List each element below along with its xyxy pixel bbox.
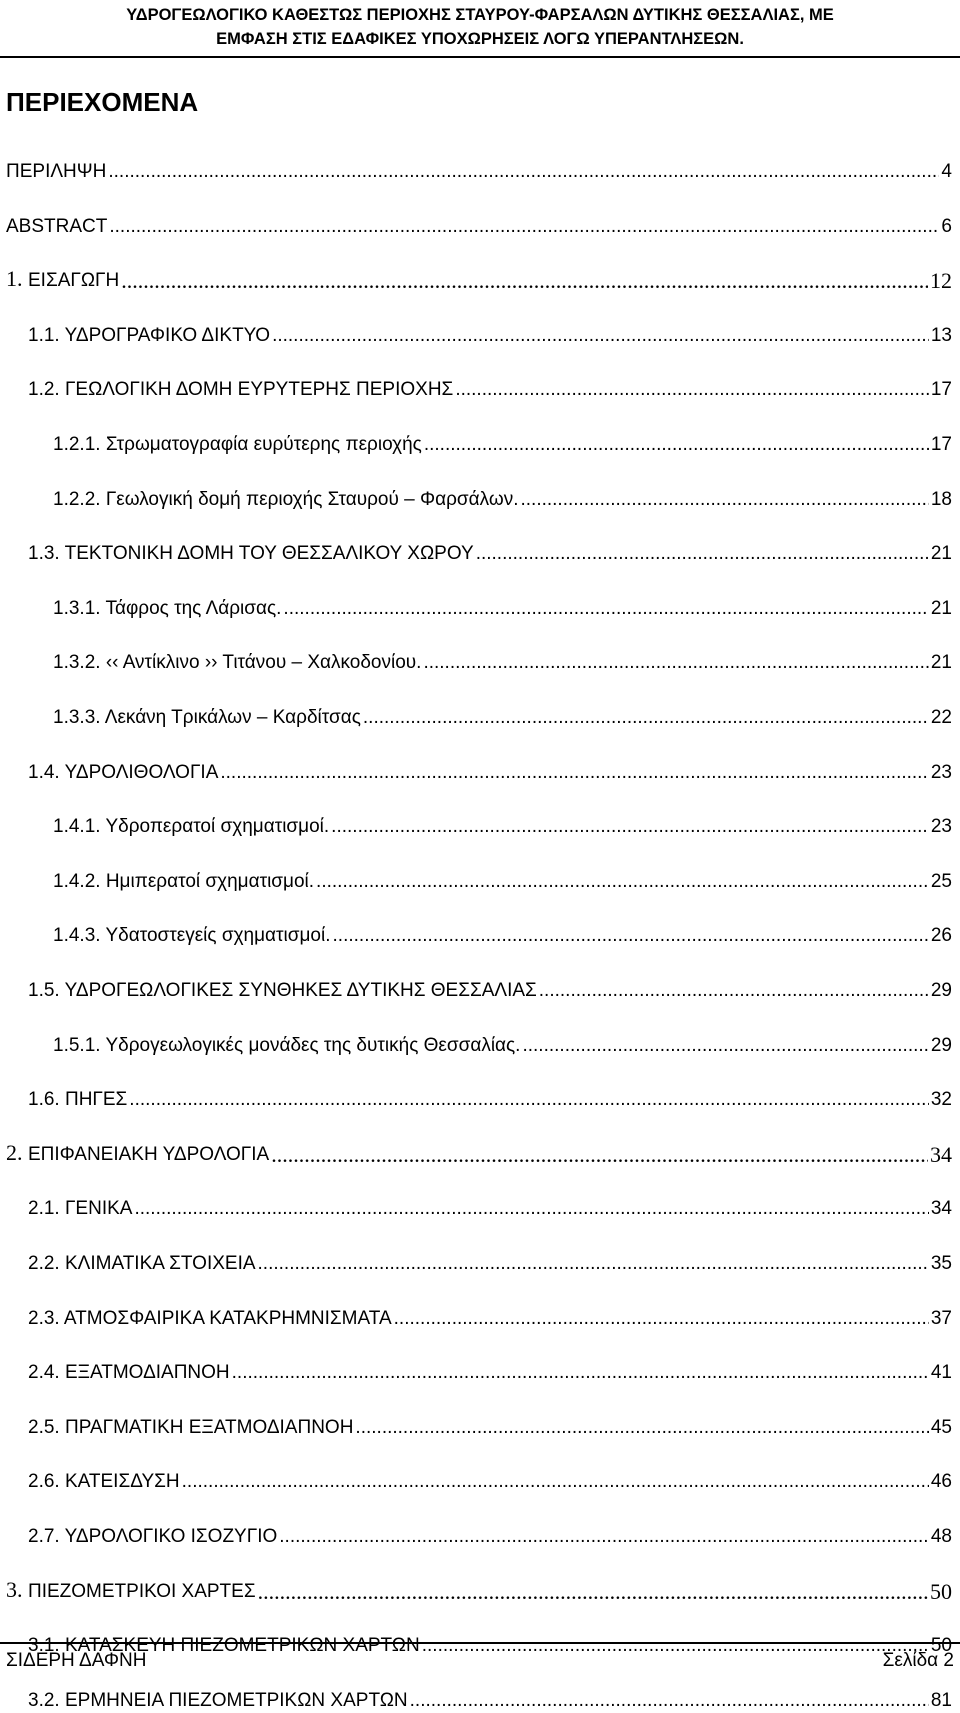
toc-entry-page: 34	[930, 1141, 952, 1167]
toc-dot-leader	[363, 706, 929, 730]
toc-entry[interactable]	[28, 1242, 952, 1276]
toc-entry-number: 3.	[6, 1576, 23, 1602]
toc-dot-leader	[182, 1470, 929, 1494]
toc-entry-label: 1.5.1. Υδρογεωλογικές μονάδες της δυτικής Θεσσαλίας.	[53, 1034, 521, 1056]
toc-entry-page: 23	[930, 816, 952, 838]
toc-entry[interactable]	[28, 969, 952, 1003]
toc-entry-label: 1.2.1. Στρωματογραφία ευρύτερης περιοχής	[53, 434, 422, 455]
toc-entry-label: 1.3.1. Τάφρος της Λάρισας.	[53, 597, 282, 619]
toc-entry-page: 81	[930, 1689, 952, 1711]
toc-dot-leader	[108, 160, 939, 184]
toc-entry-label: 2.2. ΚΛΙΜΑΤΙΚΑ ΣΤΟΙΧΕΙΑ	[28, 1253, 256, 1274]
toc-entry-label: 2.6. ΚΑΤΕΙΣΔΥΣΗ	[28, 1471, 180, 1493]
toc-dot-leader	[424, 433, 929, 457]
toc-entry-page: 35	[930, 1253, 952, 1274]
header-line-2: ΕΜΦΑΣΗ ΣΤΙΣ ΕΔΑΦΙΚΕΣ ΥΠΟΧΩΡΗΣΕΙΣ ΛΟΓΩ ΥΠΕΡΑΝΤΛΗΣΕΩΝ.	[216, 30, 744, 48]
toc-dot-leader	[355, 1416, 928, 1440]
toc-dot-leader	[522, 1034, 928, 1058]
toc-entry-page: 13	[930, 324, 952, 346]
toc-entry-page: 26	[930, 925, 952, 947]
toc-dot-leader	[539, 979, 929, 1003]
toc-entry-label: 1.5. ΥΔΡΟΓΕΩΛΟΓΙΚΕΣ ΣΥΝΘΗΚΕΣ ΔΥΤΙΚΗΣ ΘΕΣΣΑΛΙΑΣ	[28, 980, 537, 1001]
toc-entry-label: 1.3.2. ‹‹ Αντίκλινο ›› Τιτάνου – Χαλκοδονίου.	[53, 652, 422, 674]
toc-entry[interactable]	[28, 1351, 952, 1385]
toc-entry-page: 12	[930, 268, 952, 294]
toc-entry-page: 50	[930, 1578, 952, 1604]
toc-entry-label: 1.3. ΤΕΚΤΟΝΙΚΗ ΔΟΜΗ ΤΟΥ ΘΕΣΣΑΛΙΚΟΥ ΧΩΡΟΥ	[28, 543, 474, 565]
toc-entry[interactable]	[28, 1460, 952, 1494]
toc-entry-page: 29	[930, 980, 952, 1001]
toc-entry-page: 45	[930, 1416, 952, 1438]
toc-entry-page: 22	[930, 707, 952, 728]
toc-entry[interactable]	[53, 587, 952, 621]
toc-entry-text: ΕΠΙΦΑΝΕΙΑΚΗ ΥΔΡΟΛΟΓΙΑ	[28, 1143, 270, 1165]
toc-dot-leader	[129, 1088, 929, 1112]
toc-entry-page: 41	[930, 1362, 952, 1384]
toc-entry-label: 2.3. ΑΤΜΟΣΦΑΙΡΙΚΑ ΚΑΤΑΚΡΗΜΝΙΣΜΑΤΑ	[28, 1307, 392, 1329]
running-header	[0, 0, 960, 58]
toc-entry[interactable]	[6, 1570, 952, 1604]
toc-dot-leader	[316, 870, 929, 894]
toc-entry[interactable]	[6, 1133, 952, 1167]
toc-title: ΠΕΡΙΕΧΟΜΕΝΑ	[6, 87, 199, 117]
toc-entry-page: 17	[930, 434, 952, 455]
toc-entry-label: 2.1. ΓΕΝΙΚΑ	[28, 1198, 133, 1220]
toc-entry[interactable]	[6, 150, 952, 184]
toc-entry[interactable]	[28, 1187, 952, 1221]
toc-dot-leader	[220, 761, 928, 785]
toc-entry-label: 1.3.3. Λεκάνη Τρικάλων – Καρδίτσας	[53, 707, 361, 728]
toc-entry-page: 6	[941, 215, 952, 237]
toc-entry-page: 21	[930, 543, 952, 565]
toc-entry[interactable]	[53, 423, 952, 457]
toc-dot-leader	[423, 651, 928, 675]
toc-entry[interactable]	[6, 259, 952, 293]
toc-entry-label: 1.1. ΥΔΡΟΓΡΑΦΙΚΟ ΔΙΚΤΥΟ	[28, 324, 271, 346]
toc-entry[interactable]	[53, 860, 952, 894]
toc-entry[interactable]	[28, 1406, 952, 1440]
toc-entry-label: ABSTRACT	[6, 215, 108, 237]
toc-entry-label: 3.1. ΚΑΤΑΣΚΕΥΗ ΠΙΕΖΟΜΕΤΡΙΚΩΝ ΧΑΡΤΩΝ	[28, 1635, 420, 1657]
toc-dot-leader	[394, 1307, 929, 1331]
toc-entry-number: 1.	[6, 266, 23, 292]
toc-entry[interactable]	[28, 532, 952, 566]
toc-entry[interactable]	[28, 1679, 952, 1713]
toc-entry-label	[6, 1141, 269, 1167]
toc-dot-leader	[476, 542, 929, 566]
toc-entry-page: 50	[930, 1635, 952, 1657]
toc-dot-leader	[331, 815, 929, 839]
toc-entry-page: 46	[930, 1471, 952, 1493]
toc-entry-page: 21	[930, 597, 952, 619]
toc-entry[interactable]	[28, 314, 952, 348]
toc-entry-page: 37	[930, 1307, 952, 1329]
toc-entry[interactable]	[53, 478, 952, 512]
toc-dot-leader	[134, 1197, 928, 1221]
toc-dot-leader	[258, 1580, 928, 1604]
toc-dot-leader	[410, 1689, 929, 1713]
toc-entry[interactable]	[28, 1297, 952, 1331]
toc-entry-text: ΕΙΣΑΓΩΓΗ	[28, 270, 120, 292]
toc-entry-label: 2.5. ΠΡΑΓΜΑΤΙΚΗ ΕΞΑΤΜΟΔΙΑΠΝΟΗ	[28, 1416, 354, 1438]
toc-dot-leader	[333, 924, 929, 948]
toc-dot-leader	[455, 378, 929, 402]
toc-dot-leader	[271, 1143, 928, 1167]
toc-entry-label: 1.4.2. Ημιπερατοί σχηματισμοί.	[53, 870, 315, 892]
toc-entry[interactable]	[6, 205, 952, 239]
toc-entry-page: 29	[930, 1034, 952, 1056]
toc-entry-label	[6, 1578, 256, 1604]
toc-entry[interactable]	[53, 641, 952, 675]
toc-dot-leader	[520, 488, 928, 512]
footer-author: ΣΙΔΕΡΗ ΔΑΦΝΗ	[6, 1650, 147, 1671]
toc-entry[interactable]	[53, 805, 952, 839]
toc-dot-leader	[109, 215, 939, 239]
toc-entry-label: 1.4.1. Υδροπερατοί σχηματισμοί.	[53, 816, 330, 838]
toc-entry-page: 17	[930, 379, 952, 401]
toc-entry[interactable]	[28, 1078, 952, 1112]
toc-dot-leader	[272, 324, 929, 348]
toc-dot-leader	[121, 269, 928, 293]
toc-dot-leader	[232, 1361, 929, 1385]
toc-entry[interactable]	[53, 914, 952, 948]
toc-entry-label: ΠΕΡΙΛΗΨΗ	[6, 161, 107, 182]
toc-entry-label: 1.2.2. Γεωλογική δομή περιοχής Σταυρού – Φαρσάλων.	[53, 488, 519, 510]
toc-entry-page: 4	[941, 161, 952, 182]
toc-entry[interactable]	[28, 1515, 952, 1549]
toc-entry[interactable]	[53, 696, 952, 730]
toc-entry-page: 34	[930, 1198, 952, 1220]
toc-entry-page: 48	[930, 1526, 952, 1547]
toc-entry-text: ΠΙΕΖΟΜΕΤΡΙΚΟΙ ΧΑΡΤΕΣ	[28, 1580, 256, 1602]
toc-entry-label: 1.6. ΠΗΓΕΣ	[28, 1089, 128, 1111]
toc-dot-leader	[279, 1525, 929, 1549]
header-line-1: ΥΔΡΟΓΕΩΛΟΓΙΚΟ ΚΑΘΕΣΤΩΣ ΠΕΡΙΟΧΗΣ ΣΤΑΥΡΟΥ-ΦΑΡΣΑΛΩΝ ΔΥΤΙΚΗΣ ΘΕΣΣΑΛΙΑΣ, ΜΕ	[126, 6, 834, 24]
toc-entry-label: 3.2. ΕΡΜΗΝΕΙΑ ΠΙΕΖΟΜΕΤΡΙΚΩΝ ΧΑΡΤΩΝ	[28, 1689, 408, 1711]
toc-entry[interactable]	[53, 1024, 952, 1058]
toc-entry-page: 23	[930, 761, 952, 783]
toc-entry-page: 21	[930, 652, 952, 674]
toc-entry-page: 18	[930, 488, 952, 510]
toc-entry-label: 2.4. ΕΞΑΤΜΟΔΙΑΠΝΟΗ	[28, 1362, 230, 1384]
toc-entry[interactable]	[28, 368, 952, 402]
toc-entry-label: 1.2. ΓΕΩΛΟΓΙΚΗ ΔΟΜΗ ΕΥΡΥΤΕΡΗΣ ΠΕΡΙΟΧΗΣ	[28, 379, 454, 401]
toc-dot-leader	[283, 597, 928, 621]
toc-entry-label: 2.7. ΥΔΡΟΛΟΓΙΚΟ ΙΣΟΖΥΓΙΟ	[28, 1526, 278, 1547]
toc-entry-label: 1.4. ΥΔΡΟΛΙΘΟΛΟΓΙΑ	[28, 761, 219, 783]
toc-entry-label	[6, 267, 119, 293]
toc-entry-number: 2.	[6, 1139, 23, 1165]
toc-dot-leader	[258, 1252, 929, 1276]
toc-entry-label: 1.4.3. Υδατοστεγείς σχηματισμοί.	[53, 925, 331, 947]
footer-page-number: Σελίδα 2	[882, 1650, 954, 1671]
toc-entry-page: 32	[930, 1089, 952, 1111]
toc-entry[interactable]	[28, 751, 952, 785]
toc-entry-page: 25	[930, 870, 952, 892]
running-footer	[0, 1642, 960, 1676]
